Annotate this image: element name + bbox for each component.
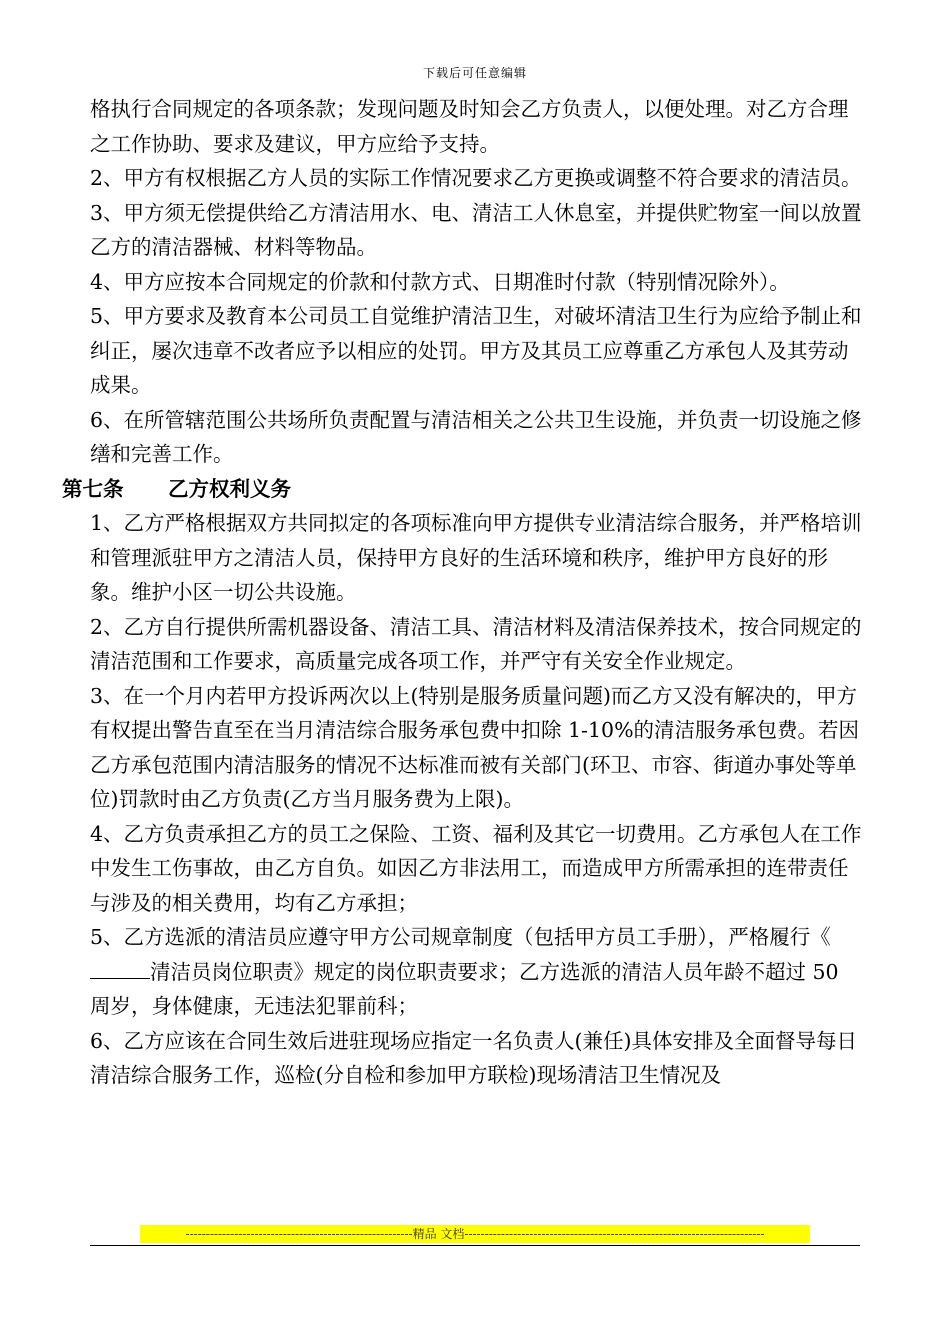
paragraph: 2、甲方有权根据乙方人员的实际工作情况要求乙方更换或调整不符合要求的清洁员。 [90,166,862,190]
paragraph: 1、乙方严格根据双方共同拟定的各项标准向甲方提供专业清洁综合服务，并严格培训和管理派驻甲方之清洁人员，保持甲方良好的生活环境和秩序，维护甲方良好的形象。维护小区一切公共设施。 [90,511,862,604]
paragraph: 3、甲方须无偿提供给乙方清洁用水、电、清洁工人休息室，并提供贮物室一间以放置乙方的清洁器械、材料等物品。 [90,200,862,259]
footer-watermark-band [140,1225,810,1243]
document-body [62,92,865,1093]
page-header: 下载后可任意编辑 [422,66,527,80]
footer-rule [90,1245,860,1246]
paragraph: 2、乙方自行提供所需机器设备、清洁工具、清洁材料及清洁保养技术，按合同规定的清洁范围和工作要求，高质量完成各项工作，并严守有关安全作业规定。 [90,614,862,673]
footer-dashes-left: -------------------------------------------------------- [185,1227,413,1241]
footer-label: 精品 文档 [412,1227,465,1241]
paragraph-5 [90,920,865,1024]
paragraph: 4、甲方应按本合同规定的价款和付款方式、日期准时付款（特别情况除外）。 [90,269,790,294]
article-number: 第七条 [62,476,124,501]
blank-underline [90,958,150,979]
paragraph: 5、甲方要求及教育本公司员工自觉维护清洁卫生，对破坏清洁卫生行为应给予制止和纠正，屡次违章不改者应予以相应的处罚。甲方及其员工应尊重乙方承包人及其劳动成果。 [90,304,862,397]
paragraph: 格执行合同规定的各项条款；发现问题及时知会乙方负责人，以便处理。对乙方合理之工作协助、要求及建议，甲方应给予支持。 [90,97,849,156]
paragraph: 3、在一个月内若甲方投诉两次以上(特别是服务质量问题)而乙方又没有解决的，甲方有权提出警告直至在当月清洁综合服务承包费中扣除 1-10%的清洁服务承包费。若因乙方承包范围内清洁服务的情况不达标准而被有关部门(环卫、市容、街道办事处等单位)罚款时由乙方负责(乙方当月服务费为上限)。 [90,683,860,811]
paragraph: 6、在所管辖范围公共场所负责配置与清洁相关之公共卫生设施，并负责一切设施之修缮和完善工作。 [90,407,862,466]
footer-dashes-right: -------------------------------------------------------------------------- [464,1227,765,1241]
article-heading [62,472,865,507]
paragraph-6: 6、乙方应该在合同生效后进驻现场应指定一名负责人(兼任)具体安排及全面督导每日清洁综合服务工作，巡检(分自检和参加甲方联检)现场清洁卫生情况及 [90,1028,858,1087]
paragraph-5-after: 清洁员岗位职责》规定的岗位职责要求；乙方选派的清洁人员年龄不超过 50 周岁，身体健康，无违法犯罪前科； [90,959,839,1018]
article-title: 乙方权利义务 [168,476,291,501]
paragraph: 4、乙方负责承担乙方的员工之保险、工资、福利及其它一切费用。乙方承包人在工作中发生工伤事故，由乙方自负。如因乙方非法用工，而造成甲方所需承担的连带责任与涉及的相关费用，均有乙方承担； [90,821,862,915]
paragraph-5-before: 5、乙方选派的清洁员应遵守甲方公司规章制度（包括甲方员工手册），严格履行《 [90,925,831,949]
